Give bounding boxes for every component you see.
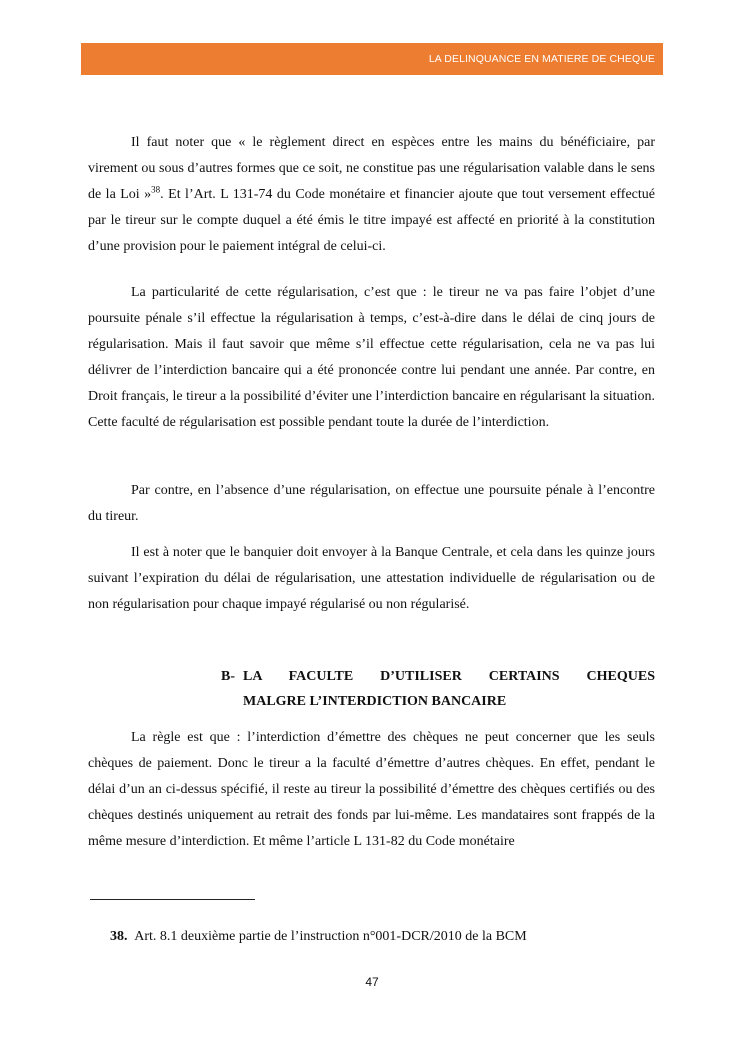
paragraph-regularisation-particularity: La particularité de cette régularisation, c’est que : le tireur ne va pas faire l’objet d’une poursuite pénale s’il effectue la régularisation à temps, c’est-à-dire dans le délai de cinq jours de régularisation. Mais il faut savoir que même s’il effectue cette régularisation, cela ne va pas lui délivrer de l’interdiction bancaire qui a été prononcée contre lui pendant une année. Par contre, en Droit français, le tireur a la possibilité d’éviter une l’interdiction bancaire en régularisant la situation. Cette faculté de régularisation est possible pendant toute la durée de l’interdiction.: [88, 285, 655, 430]
section-title-line-2: MALGRE L’INTERDICTION BANCAIRE: [243, 694, 507, 709]
paragraph-regularisation-payment: [88, 130, 655, 260]
footnote-separator: [90, 899, 255, 900]
paragraph-text: Il faut noter que « le règlement direct en espèces entre les mains du bénéficiaire, par virement ou sous d’autres formes que ce soit, ne constitue pas une régularisation valable dans le sens de la Loi »: [88, 135, 655, 202]
running-header-title: LA DELINQUANCE EN MATIERE DE CHEQUE: [428, 53, 655, 65]
footnote-number: 38.: [110, 929, 128, 944]
paragraph-banker-obligation: Il est à noter que le banquier doit envoyer à la Banque Centrale, et cela dans les quinze jours suivant l’expiration du délai de régularisation, une attestation individuelle de régularisation ou de non régularisation pour chaque impayé régularisé ou non régularisé.: [88, 545, 655, 612]
section-title: [243, 664, 655, 714]
header-bar: [81, 43, 663, 75]
section-title-line-1: LA FACULTE D’UTILISER CERTAINS CHEQUES: [243, 669, 655, 684]
footnote: [110, 929, 527, 945]
footnote-text: Art. 8.1 deuxième partie de l’instruction n°001-DCR/2010 de la BCM: [134, 929, 527, 944]
footnote-reference[interactable]: 38: [151, 184, 161, 195]
page-number: 47: [365, 975, 379, 989]
paragraph-no-regularisation: Par contre, en l’absence d’une régularisation, on effectue une poursuite pénale à l’encontre du tireur.: [88, 483, 655, 524]
section-marker: B-: [221, 669, 235, 684]
paragraph-text: . Et l’Art. L 131-74 du Code monétaire et financier ajoute que tout versement effectué par le tireur sur le compte duquel a été émis le titre impayé est affecté en priorité à la constitution d’une provision pour le paiement intégral de celui-ci.: [88, 186, 655, 254]
paragraph-cheque-rule: La règle est que : l’interdiction d’émettre des chèques ne peut concerner que les seuls chèques de paiement. Donc le tireur a la faculté d’émettre d’autres chèques. En effet, pendant le délai d’un an ci-dessus spécifié, il reste au tireur la possibilité d’émettre des chèques certifiés ou des chèques destinés uniquement au retrait des fonds par lui-même. Les mandataires sont frappés de la même mesure d’interdiction. Et même l’article L 131-82 du Code monétaire: [88, 730, 655, 849]
